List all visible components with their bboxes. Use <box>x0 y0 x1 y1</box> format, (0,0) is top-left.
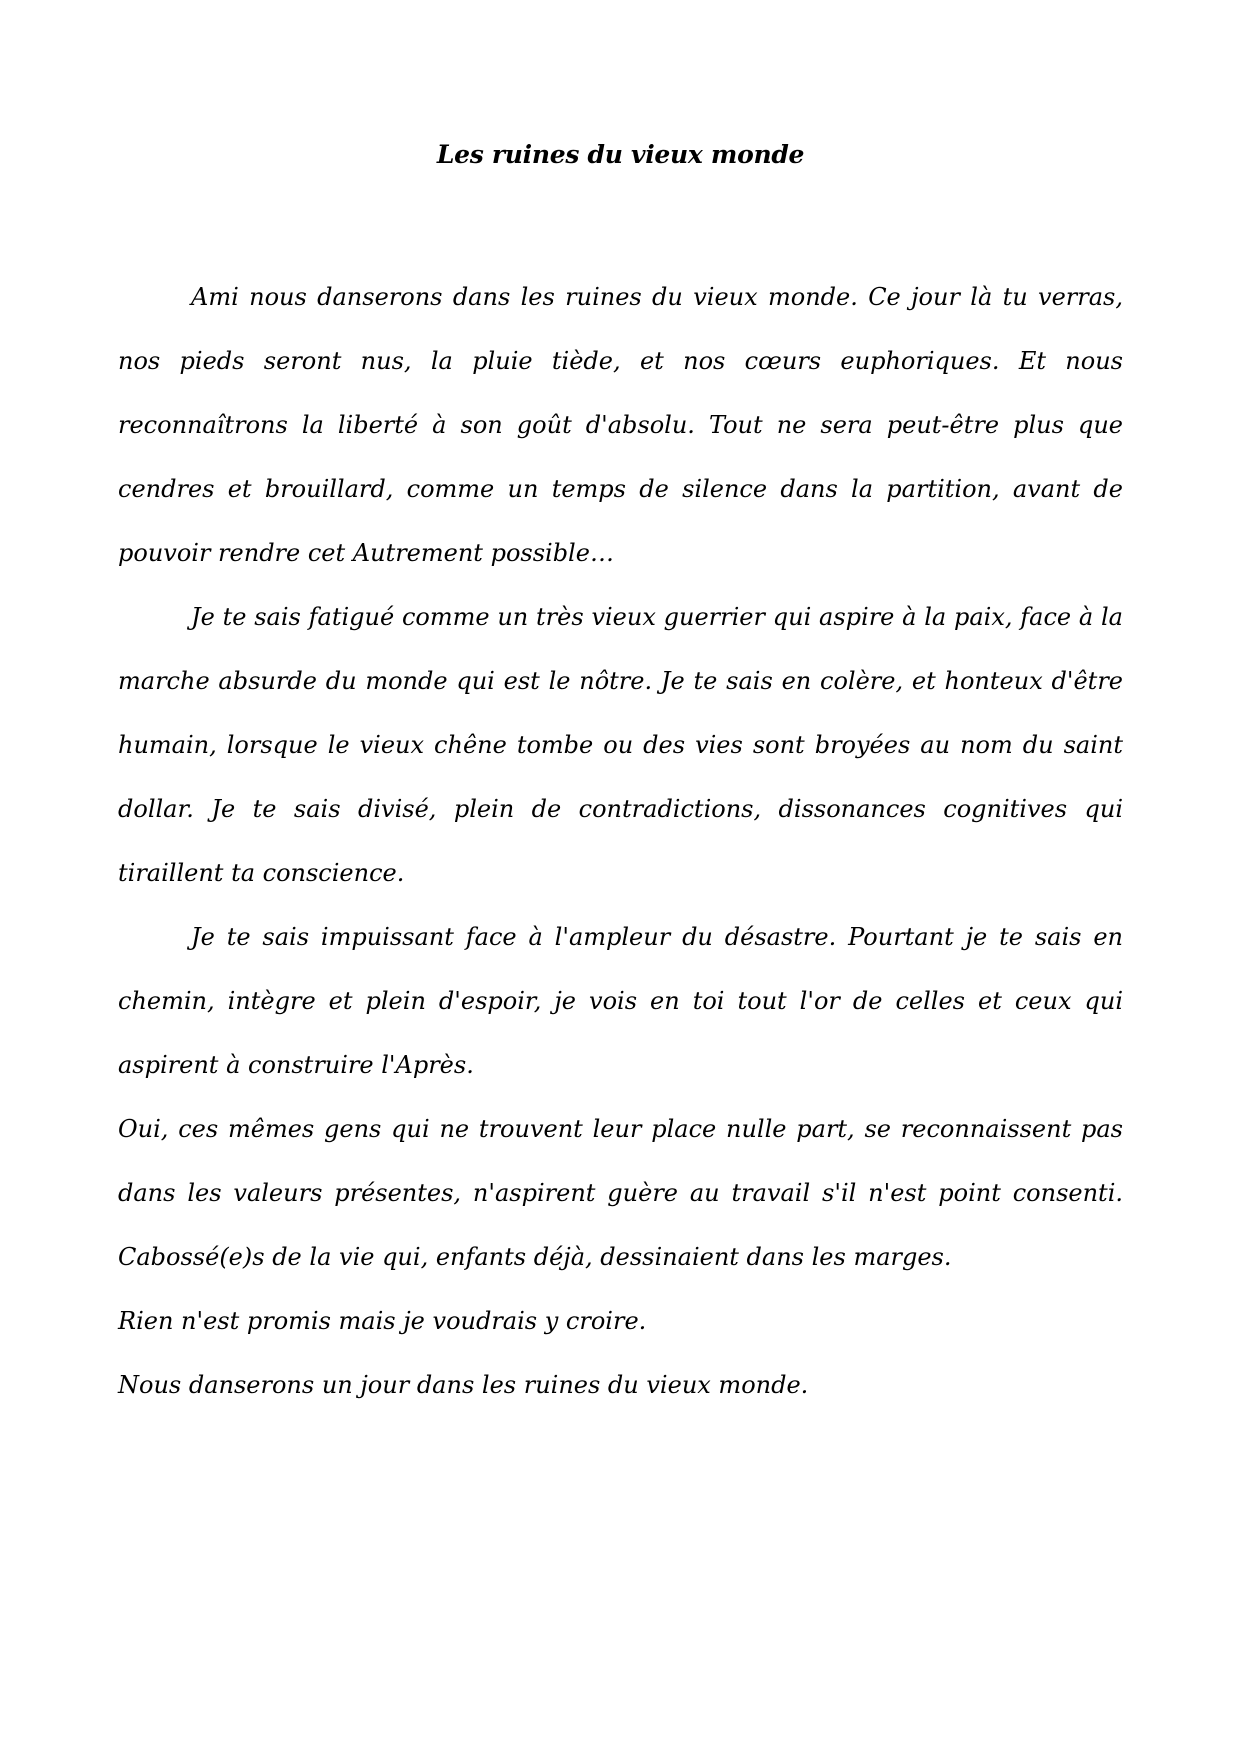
document-body <box>118 265 1123 1417</box>
paragraph: Ami nous danserons dans les ruines du vieux monde. Ce jour là tu verras, nos pieds seront nus, la pluie tiède, et nos cœurs euphoriques. Et nous reconnaîtrons la liberté à son goût d'absolu. Tout ne sera peut-être plus que cendres et brouillard, comme un temps de silence dans la partition, avant de pouvoir rendre cet Autrement possible… <box>118 283 1123 567</box>
document-title: Les ruines du vieux monde <box>436 140 805 169</box>
paragraph: Nous danserons un jour dans les ruines du vieux monde. <box>118 1371 809 1399</box>
paragraph: Oui, ces mêmes gens qui ne trouvent leur place nulle part, se reconnaissent pas dans les valeurs présentes, n'aspirent guère au travail s'il n'est point consenti. Cabossé(e)s de la vie qui, enfants déjà, dessinaient dans les marges. <box>118 1115 1123 1271</box>
paragraph: Rien n'est promis mais je voudrais y croire. <box>118 1307 647 1335</box>
paragraph: Je te sais impuissant face à l'ampleur du désastre. Pourtant je te sais en chemin, intègre et plein d'espoir, je vois en toi tout l'or de celles et ceux qui aspirent à construire l'Après. <box>118 923 1123 1079</box>
paragraph: Je te sais fatigué comme un très vieux guerrier qui aspire à la paix, face à la marche absurde du monde qui est le nôtre. Je te sais en colère, et honteux d'être humain, lorsque le vieux chêne tombe ou des vies sont broyées au nom du saint dollar. Je te sais divisé, plein de contradictions, dissonances cognitives qui tiraillent ta conscience. <box>118 603 1123 887</box>
